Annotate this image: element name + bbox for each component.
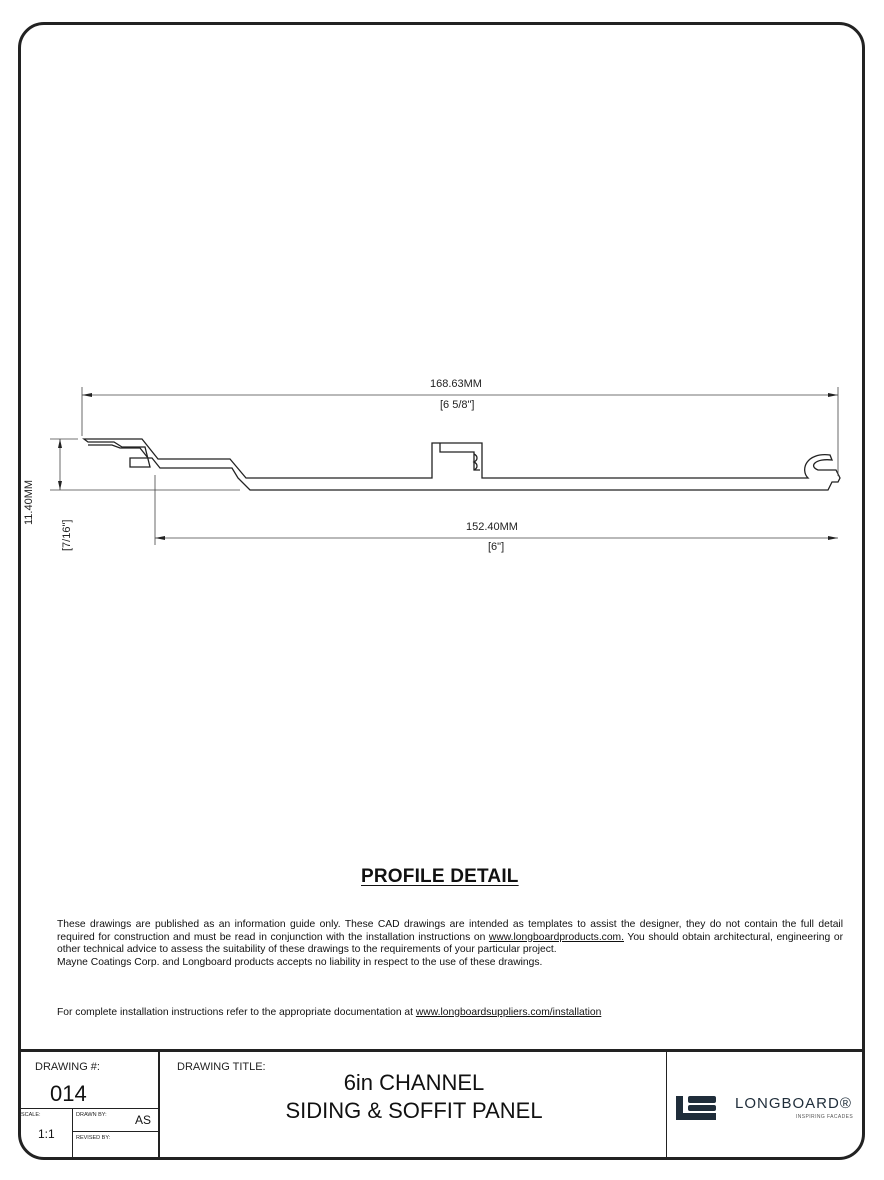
logo-tagline: INSPIRING FACADES [796, 1114, 854, 1120]
tb-divider [72, 1131, 159, 1132]
disclaimer-text [57, 919, 843, 969]
arrow [58, 439, 62, 448]
drawing-title-label: DRAWING TITLE: [177, 1061, 266, 1073]
liability-text: Mayne Coatings Corp. and Longboard products accepts no liability in respect to the use of these drawings. [57, 956, 543, 968]
arrow [58, 481, 62, 490]
install-text: For complete installation instructions refer to the appropriate documentation at [57, 1007, 416, 1018]
scale-label: SCALE: [21, 1112, 41, 1118]
arrow [828, 393, 838, 397]
disclaimer-part2: You should obtain architectural, engineering or other technical advice to assess the suitability of these drawings to the requirements of your particular project. [57, 931, 843, 956]
drawn-by-label: DRAWN BY: [76, 1112, 107, 1118]
install-note [57, 1007, 601, 1018]
tb-divider [72, 1108, 73, 1160]
scale-value: 1:1 [38, 1127, 55, 1141]
drawing-number: 014 [50, 1081, 87, 1106]
drawn-by-value: AS [135, 1113, 152, 1127]
arrow [82, 393, 92, 397]
logo-wordmark: LONGBOARD® [735, 1095, 852, 1112]
channel-leg [440, 443, 480, 470]
drawing-title-line2: SIDING & SOFFIT PANEL [285, 1098, 543, 1123]
tb-divider [18, 1108, 159, 1109]
panel-profile [84, 439, 840, 490]
section-title: PROFILE DETAIL [361, 866, 519, 887]
overall-width-in: [6 5/8"] [440, 399, 475, 411]
height-in: [7/16"] [61, 519, 73, 551]
products-link[interactable]: www.longboardproducts.com. [488, 931, 624, 943]
arrow [155, 536, 165, 540]
disclaimer-part1: These drawings are published as an information guide only. These CAD drawings are intended as templates to assist the designer, they do not contain the full detail required for construction and must be read in conjunction with the installation instructions on [57, 919, 843, 943]
overall-width-mm: 168.63MM [430, 378, 482, 390]
cover-width-in: [6"] [488, 541, 505, 553]
cover-width-mm: 152.40MM [466, 521, 518, 533]
arrow [828, 536, 838, 540]
installation-link[interactable]: www.longboardsuppliers.com/installation [415, 1007, 602, 1018]
drawing-title-line1: 6in CHANNEL [343, 1070, 485, 1095]
revised-by-label: REVISED BY: [76, 1135, 111, 1141]
drawing-number-label: DRAWING #: [35, 1061, 100, 1073]
height-mm: 11.40MM [23, 479, 35, 525]
